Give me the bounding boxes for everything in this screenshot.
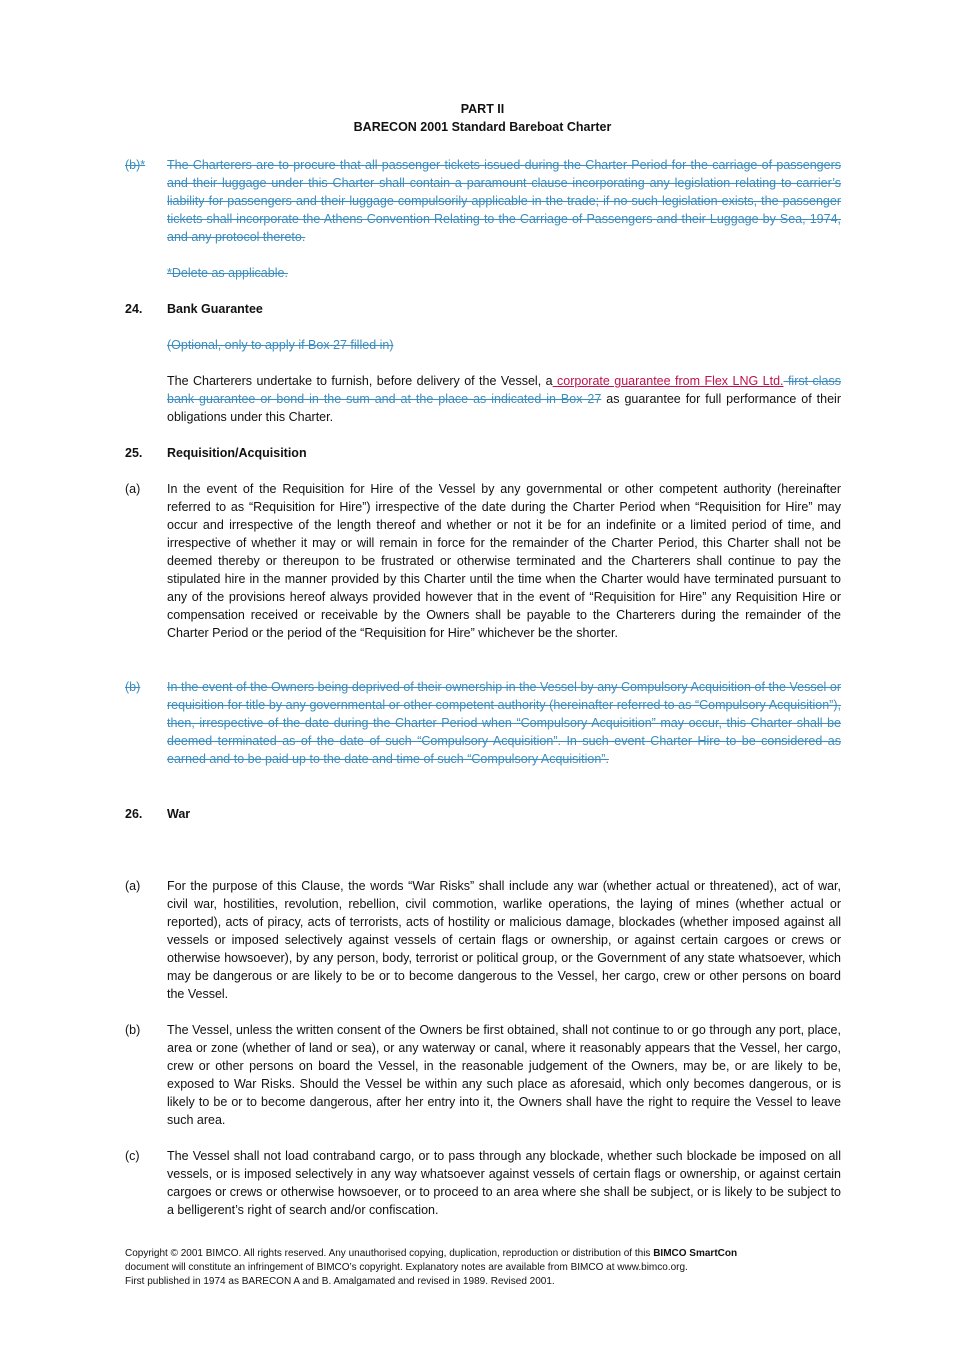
- clause-25a-text: In the event of the Requisition for Hire of the Vessel by any governmental or other competent authority (hereinafter referred to as “Requisition for Hire”) irrespective of the date during the Charter Period when “Requisition for Hire” may occur and irrespective of the length thereof and whether or not it be for an indefinite or a limited period of time, and irrespective of whether it may or will remain in force for the remainder of the Charter Period, this Charter shall not be deemed thereby or thereupon to be frustrated or otherwise terminated and the Charterers shall continue to pay the stipulated hire in the manner provided by this Charter until the time when the Charter would have terminated pursuant to any of the provisions hereof always provided however that in the event of “Requisition for Hire” any Requisition Hire or compensation received or receivable by the Owners shall be payable to the Charterers during the remainder of the Charter Period or the period of the “Requisition for Hire” whichever be the shorter.: [167, 482, 841, 640]
- clause-26a: [125, 877, 841, 1003]
- clause-25-number: 25.: [125, 446, 143, 460]
- clause-26-heading-block: [125, 805, 841, 823]
- clause-25-heading: Requisition/Acquisition: [167, 446, 307, 460]
- clause-24-optional-note: (Optional, only to apply if Box 27 filled in): [167, 338, 394, 352]
- clause-26a-label: (a): [125, 879, 141, 893]
- clause-23b-note-block: [125, 264, 841, 282]
- clause-26b-text: The Vessel, unless the written consent of the Owners be first obtained, shall not continue to or go through any port, place, area or zone (whether of land or sea), or any waterway or canal, where it reasonably appears that the Vessel, her cargo, crew or other persons on board the Vessel, in the reasonable judgement of the Owners, may be, or are likely to be, exposed to War Risks. Should the Vessel be within any such place as aforesaid, which only becomes dangerous, or is likely to be or to become dangerous, after her entry into it, the Owners shall have the right to require the Vessel to leave such area.: [167, 1023, 841, 1127]
- clause-24-text-start: The Charterers undertake to furnish, before delivery of the Vessel, a: [167, 374, 553, 388]
- clause-25b-text: In the event of the Owners being deprived of their ownership in the Vessel by any Compulsory Acquisition of the Vessel or requisition for title by any governmental or other competent authority (hereinafter referred to as “Compulsory Acquisition”), then, irrespective of the date during the Charter Period when “Compulsory Acquisition” may occur, this Charter shall be deemed terminated as of the date of such “Compulsory Acquisition”. In such event Charter Hire to be considered as earned and to be paid up to the date and time of such “Compulsory Acquisition”.: [167, 680, 841, 766]
- clause-23b-note: *Delete as applicable.: [167, 266, 288, 280]
- clause-25a-label: (a): [125, 482, 141, 496]
- clause-24-struck-text: first class bank guarantee or bond in the sum and at the place as indicated in Box 27: [167, 374, 841, 406]
- clause-24-heading-block: [125, 300, 841, 318]
- clause-24-heading: Bank Guarantee: [167, 302, 263, 316]
- clause-26c-label: (c): [125, 1149, 140, 1163]
- clause-23b-label: (b)*: [125, 158, 146, 172]
- part-label: PART II: [460, 102, 505, 116]
- clause-24-inserted-text: corporate guarantee from Flex LNG Ltd.: [552, 374, 784, 388]
- clause-26b: [125, 1021, 841, 1129]
- clause-24-text-end: as guarantee for full performance of their obligations under this Charter.: [167, 392, 841, 424]
- clause-26a-text: For the purpose of this Clause, the words “War Risks” shall include any war (whether actual or threatened), act of war, civil war, hostilities, revolution, rebellion, civil commotion, warlike operations, the laying of mines (whether actual or reported), acts of piracy, acts of terrorists, acts of hostility or malicious damage, blockades (whether imposed against all vessels or imposed selectively against vessels of certain flags or ownership, or against certain cargoes or crews or otherwise howsoever), by any person, body, terrorist or political group, or the Government of any state whatsoever, which may be dangerous or are likely to be or to become dangerous to the Vessel, her cargo, crew or other persons on board the Vessel.: [167, 879, 841, 1001]
- clause-26-heading: War: [167, 807, 191, 821]
- clause-24-body-block: [125, 372, 841, 426]
- clause-26c: [125, 1147, 841, 1219]
- clause-25-heading-block: [125, 444, 841, 462]
- footer-line-2: document will constitute an infringement of BIMCO’s copyright. Explanatory notes are available from BIMCO at www.bimco.org.: [125, 1262, 688, 1273]
- footer-line-1-text: Copyright © 2001 BIMCO. All rights reserved. Any unauthorised copying, duplication, reproduction or distribution of this: [125, 1248, 654, 1259]
- clause-23b: [125, 156, 841, 246]
- clause-26c-text: The Vessel shall not load contraband cargo, or to pass through any blockade, whether such blockade be imposed on all vessels, or is imposed selectively in any way whatsoever against vessels of certain flags or ownership, or against certain cargoes or crews or otherwise howsoever, or to proceed to an area where she shall be subject, or is likely to be subject to a belligerent’s right of search and/or confiscation.: [167, 1149, 841, 1217]
- clause-25b: [125, 678, 841, 768]
- clause-24-number: 24.: [125, 302, 143, 316]
- copyright-footer: [125, 1247, 845, 1289]
- clause-24-text: [167, 372, 841, 426]
- clause-25a: [125, 480, 841, 642]
- clause-25b-label: (b): [125, 680, 141, 694]
- footer-smartcon-label: BIMCO SmartCon: [653, 1248, 738, 1259]
- document-title: BARECON 2001 Standard Bareboat Charter: [353, 120, 612, 134]
- clause-24-optional-block: [125, 336, 841, 354]
- clause-26b-label: (b): [125, 1023, 141, 1037]
- footer-line-3: First published in 1974 as BARECON A and B. Amalgamated and revised in 1989. Revised 2001.: [125, 1276, 555, 1287]
- clause-23b-text: The Charterers are to procure that all passenger tickets issued during the Charter Period for the carriage of passengers and their luggage under this Charter shall contain a paramount clause incorporating any legislation relating to carrier’s liability for passengers and their luggage compulsorily applicable in the trade; if no such legislation exists, the passenger tickets shall incorporate the Athens Convention Relating to the Carriage of Passengers and their Luggage by Sea, 1974, and any protocol thereto.: [167, 158, 841, 244]
- footer-line-1: [125, 1247, 845, 1261]
- clause-26-number: 26.: [125, 807, 143, 821]
